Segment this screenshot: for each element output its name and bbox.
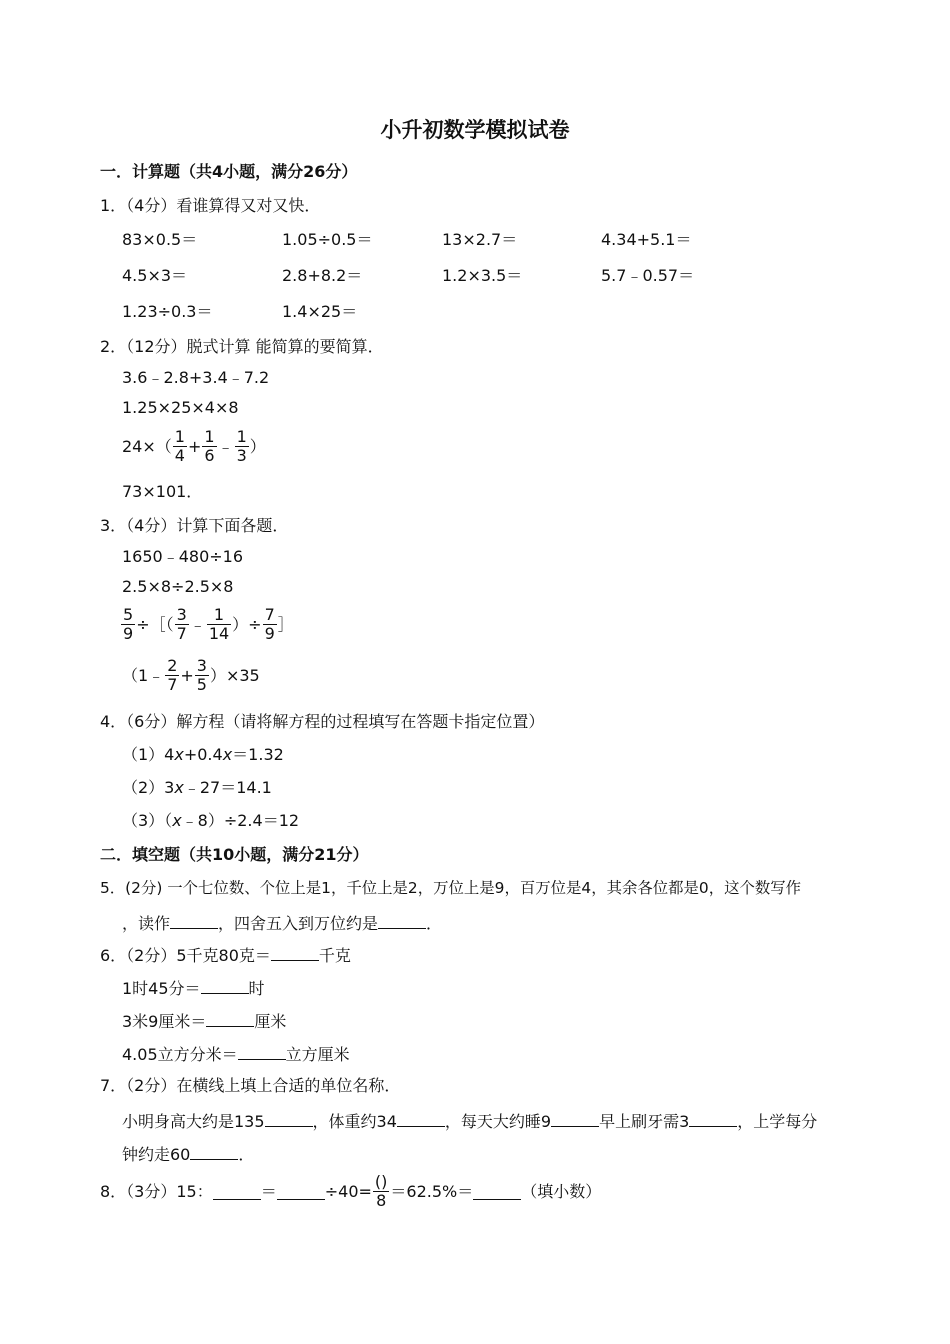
- denominator: 14: [208, 624, 230, 643]
- answer-blank[interactable]: [201, 977, 249, 994]
- text: ，读作: [122, 914, 171, 933]
- q1-item: 5.7﹣0.57＝: [601, 266, 695, 285]
- q6-line-4: [122, 1043, 350, 1065]
- denominator: 8: [373, 1191, 389, 1210]
- q1-head: 1．（4分）看谁算得又对又快．: [100, 196, 321, 215]
- denominator: 7: [167, 675, 178, 694]
- text: 8．（3分）15：: [100, 1181, 213, 1201]
- text: ﹣8）÷2.4＝12: [181, 811, 300, 830]
- q7-head: 7．（2分）在横线上填上合适的单位名称．: [100, 1076, 401, 1095]
- q3-line-2: 2.5×8÷2.5×8: [122, 577, 234, 596]
- answer-blank[interactable]: [277, 1183, 325, 1200]
- variable: x: [172, 811, 182, 830]
- text: 千克: [318, 946, 351, 965]
- q4-head: 4．（6分）解方程（请将解方程的过程填写在答题卡指定位置）: [100, 712, 545, 731]
- operator: +: [187, 436, 202, 456]
- section-2-heading: 二．填空题（共10小题，满分21分）: [100, 845, 369, 864]
- q6-line-3: [122, 1010, 286, 1032]
- q1-item: 1.05÷0.5＝: [282, 230, 373, 249]
- q2-line-2: 1.25×25×4×8: [122, 398, 239, 417]
- q1-item: 1.4×25＝: [282, 302, 358, 321]
- variable: x: [174, 778, 184, 797]
- text: 厘米: [254, 1012, 287, 1031]
- q4-equation-3: [122, 811, 299, 831]
- q8-line: [100, 1173, 601, 1210]
- text: 立方厘米: [285, 1045, 350, 1064]
- q4-equation-2: [122, 778, 272, 798]
- text: 4.05立方分米＝: [122, 1045, 238, 1064]
- answer-blank[interactable]: [213, 1183, 261, 1200]
- q2-head: 2．（12分）脱式计算 能简算的要简算．: [100, 337, 384, 356]
- operator: ﹣: [189, 614, 206, 634]
- denominator: 3: [236, 446, 247, 465]
- denominator: 5: [196, 675, 207, 694]
- text: 3米9厘米＝: [122, 1012, 207, 1031]
- operator: ﹣: [217, 436, 234, 456]
- q1-item: 2.8+8.2＝: [282, 266, 363, 285]
- text: 1时45分＝: [122, 979, 201, 998]
- text: ）: [249, 436, 266, 456]
- variable: x: [174, 745, 184, 764]
- text: ，每天大约睡9: [444, 1112, 552, 1131]
- answer-blank[interactable]: [473, 1183, 521, 1200]
- text: 6．（2分）5千克80克＝: [100, 946, 271, 965]
- q1-item: 83×0.5＝: [122, 230, 198, 249]
- text: ）×35: [209, 665, 260, 685]
- text: ＝: [260, 1181, 277, 1201]
- text: 钟约走60: [122, 1145, 191, 1164]
- answer-blank[interactable]: [265, 1110, 313, 1127]
- operator: +: [180, 665, 194, 685]
- text: （2）3: [122, 778, 175, 797]
- q7-line-2: [122, 1143, 254, 1165]
- page-title: 小升初数学模拟试卷: [380, 118, 570, 142]
- text: 早上刷牙需3: [599, 1112, 690, 1131]
- text: （1）4: [122, 745, 175, 764]
- text: ÷40=: [324, 1181, 372, 1201]
- text: 时: [248, 979, 265, 998]
- text: ﹣27＝14.1: [183, 778, 272, 797]
- q5-line-2: [122, 912, 442, 934]
- variable: x: [222, 745, 233, 764]
- numerator: 5: [123, 605, 134, 624]
- q3-line-4: [122, 657, 260, 694]
- q2-line-1: 3.6﹣2.8+3.4﹣7.2: [122, 368, 270, 387]
- denominator: 4: [174, 446, 185, 465]
- fraction: [195, 657, 209, 694]
- numerator: 1: [236, 427, 247, 446]
- q1-item: 13×2.7＝: [442, 230, 518, 249]
- text: ，上学每分: [737, 1112, 818, 1131]
- answer-blank[interactable]: [551, 1110, 599, 1127]
- answer-blank[interactable]: [190, 1143, 238, 1160]
- q3-line-1: 1650﹣480÷16: [122, 547, 244, 566]
- fraction: [207, 606, 231, 643]
- q2-line-4: 73×101．: [122, 482, 203, 501]
- text: ，四舍五入到万位约是: [218, 914, 379, 933]
- q2-line-3: [122, 428, 266, 465]
- numerator: 1: [213, 605, 225, 624]
- text: ）÷: [232, 614, 262, 634]
- q1-item: 1.2×3.5＝: [442, 266, 523, 285]
- text: ，体重约34: [312, 1112, 397, 1131]
- fraction: [173, 428, 187, 465]
- numerator: 2: [167, 656, 178, 675]
- text: 24×（: [122, 436, 172, 456]
- numerator: 3: [176, 605, 187, 624]
- text: ．: [238, 1145, 255, 1164]
- q1-item: 4.34+5.1＝: [601, 230, 692, 249]
- q7-line-1: [122, 1110, 817, 1132]
- fraction: [263, 606, 277, 643]
- fraction: [235, 428, 249, 465]
- fraction: [175, 606, 189, 643]
- text: 小明身高大约是135: [122, 1112, 265, 1131]
- fraction: [165, 657, 179, 694]
- text: （3）（: [122, 811, 173, 830]
- denominator: 9: [123, 624, 134, 643]
- q6-line-2: [122, 977, 265, 999]
- q3-line-3: [120, 606, 294, 643]
- fraction: [202, 428, 216, 465]
- denominator: 6: [204, 446, 215, 465]
- numerator: 1: [174, 427, 185, 446]
- answer-blank[interactable]: [378, 912, 426, 929]
- text: ＝62.5%＝: [390, 1181, 474, 1201]
- q5-line-1: 5．(2分) 一个七位数、个位上是1，千位上是2，万位上是9，百万位是4，其余各位都是0，这个数写作: [100, 879, 802, 897]
- answer-blank[interactable]: [206, 1010, 254, 1027]
- answer-blank[interactable]: [397, 1110, 445, 1127]
- fraction: [121, 606, 135, 643]
- text: （填小数）: [521, 1181, 602, 1201]
- answer-blank[interactable]: [689, 1110, 737, 1127]
- q6-line-1: [100, 944, 351, 966]
- text: ＝1.32: [232, 745, 284, 764]
- text: +0.4: [183, 745, 223, 764]
- denominator: 9: [264, 624, 275, 643]
- q4-equation-1: [122, 745, 284, 765]
- answer-blank[interactable]: [170, 912, 218, 929]
- numerator: 7: [264, 605, 275, 624]
- section-1-heading: 一．计算题（共4小题，满分26分）: [100, 162, 358, 181]
- numerator: 1: [204, 427, 215, 446]
- text: ÷［（: [136, 614, 174, 634]
- q1-item: 1.23÷0.3＝: [122, 302, 213, 321]
- numerator: 3: [196, 656, 207, 675]
- text: （1﹣: [122, 665, 165, 685]
- text: ］: [277, 614, 294, 634]
- text: ．: [426, 914, 443, 933]
- q3-head: 3．（4分）计算下面各题．: [100, 516, 289, 535]
- denominator: 7: [176, 624, 187, 643]
- numerator: (): [374, 1172, 388, 1191]
- q1-item: 4.5×3＝: [122, 266, 188, 285]
- answer-blank[interactable]: [271, 944, 319, 961]
- fraction: [373, 1173, 389, 1210]
- answer-blank[interactable]: [238, 1043, 286, 1060]
